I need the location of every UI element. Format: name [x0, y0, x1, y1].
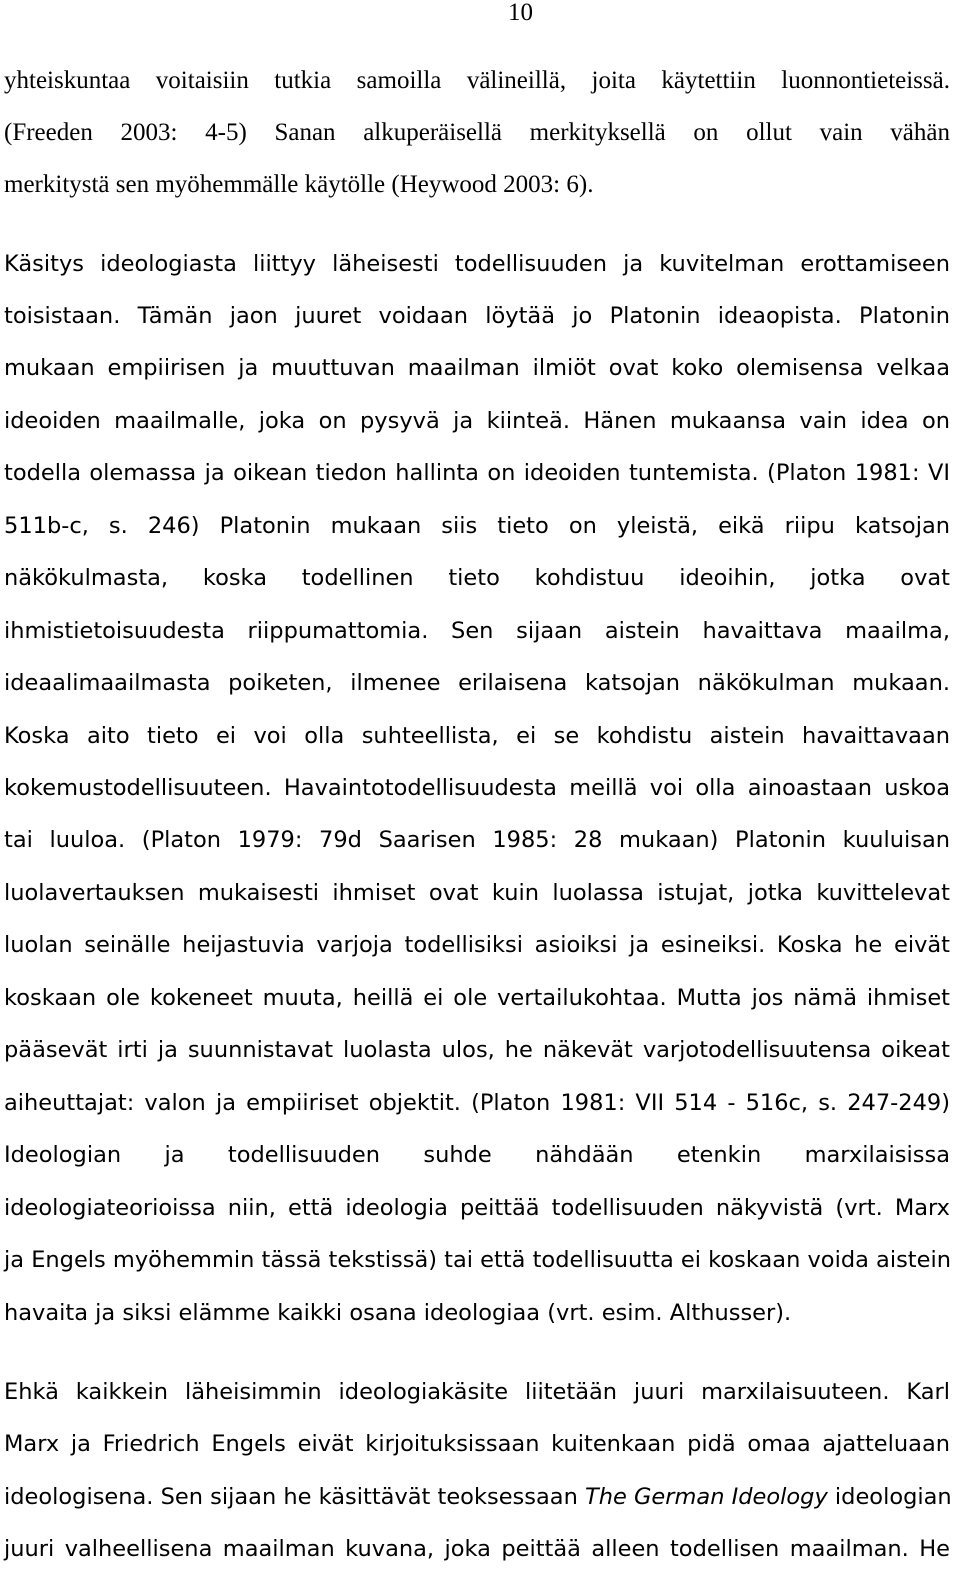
text-line: todella olemassa ja oikean tiedon hallinta on ideoiden tuntemista. (Platon 1981: VI [4, 460, 950, 486]
text-span: ideologisena. Sen sijaan he käsittävät teoksessaan [4, 1484, 585, 1510]
text-line: Koska aito tieto ei voi olla suhteellista, ei se kohdistu aistein havaittavaan [4, 723, 950, 749]
text-line: Marx ja Friedrich Engels eivät kirjoituksissaan kuitenkaan pidä omaa ajatteluaan [4, 1431, 950, 1457]
text-span: ideologian [827, 1484, 952, 1510]
text-line: ihmistietoisuudesta riippumattomia. Sen sijaan aistein havaittava maailma, [4, 618, 950, 644]
text-line: merkitystä sen myöhemmälle käytölle (Heywood 2003: 6). [4, 171, 594, 198]
text-line: tai luuloa. (Platon 1979: 79d Saarisen 1985: 28 mukaan) Platonin kuuluisan [4, 827, 950, 853]
text-line: Ideologian ja todellisuuden suhde nähdään etenkin marxilaisissa [4, 1142, 950, 1168]
text-line: havaita ja siksi elämme kaikki osana ideologiaa (vrt. esim. Althusser). [4, 1300, 792, 1326]
text-line: toisistaan. Tämän jaon juuret voidaan löytää jo Platonin ideaopista. Platonin [4, 303, 950, 329]
text-line: aiheuttajat: valon ja empiiriset objektit. (Platon 1981: VII 514 - 516c, s. 247-249) [4, 1090, 950, 1116]
text-line: kokemustodellisuuteen. Havaintotodellisuudesta meillä voi olla ainoastaan uskoa [4, 775, 950, 801]
text-line: ideologiateorioissa niin, että ideologia peittää todellisuuden näkyvistä (vrt. Marx [4, 1195, 950, 1221]
text-line: ideaalimaailmasta poiketen, ilmenee erilaisena katsojan näkökulman mukaan. [4, 670, 950, 696]
text-line: mukaan empiirisen ja muuttuvan maailman ilmiöt ovat koko olemisensa velkaa [4, 355, 950, 381]
text-line: näkökulmasta, koska todellinen tieto kohdistuu ideoihin, jotka ovat [4, 565, 950, 591]
text-line: (Freeden 2003: 4-5) Sanan alkuperäisellä merkityksellä on ollut vain vähän [4, 119, 950, 146]
book-title: The German Ideology [584, 1484, 828, 1510]
text-line: luolan seinälle heijastuvia varjoja todellisiksi asioiksi ja esineiksi. Koska he eivät [4, 932, 950, 958]
text-line: pääsevät irti ja suunnistavat luolasta ulos, he näkevät varjotodellisuutensa oikeat [4, 1037, 950, 1063]
text-line: Ehkä kaikkein läheisimmin ideologiakäsite liitetään juuri marxilaisuuteen. Karl [4, 1379, 950, 1405]
text-line: juuri valheellisena maailman kuvana, joka peittää alleen todellisen maailman. He [4, 1536, 950, 1562]
text-line: yhteiskuntaa voitaisiin tutkia samoilla välineillä, joita käytettiin luonnontieteissä. [4, 67, 950, 94]
page-number: 10 [508, 0, 533, 26]
text-line: 511b-c, s. 246) Platonin mukaan siis tieto on yleistä, eikä riipu katsojan [4, 513, 950, 539]
text-line: Käsitys ideologiasta liittyy läheisesti todellisuuden ja kuvitelman erottamiseen [4, 251, 950, 277]
text-line: luolavertauksen mukaisesti ihmiset ovat kuin luolassa istujat, jotka kuvittelevat [4, 880, 950, 906]
text-line-with-title [4, 1480, 950, 1514]
text-line: koskaan ole kokeneet muuta, heillä ei ole vertailukohtaa. Mutta jos nämä ihmiset [4, 985, 950, 1011]
text-line: ideoiden maailmalle, joka on pysyvä ja kiinteä. Hänen mukaansa vain idea on [4, 408, 950, 434]
text-line: ja Engels myöhemmin tässä tekstissä) tai että todellisuutta ei koskaan voida aistein [4, 1247, 951, 1273]
